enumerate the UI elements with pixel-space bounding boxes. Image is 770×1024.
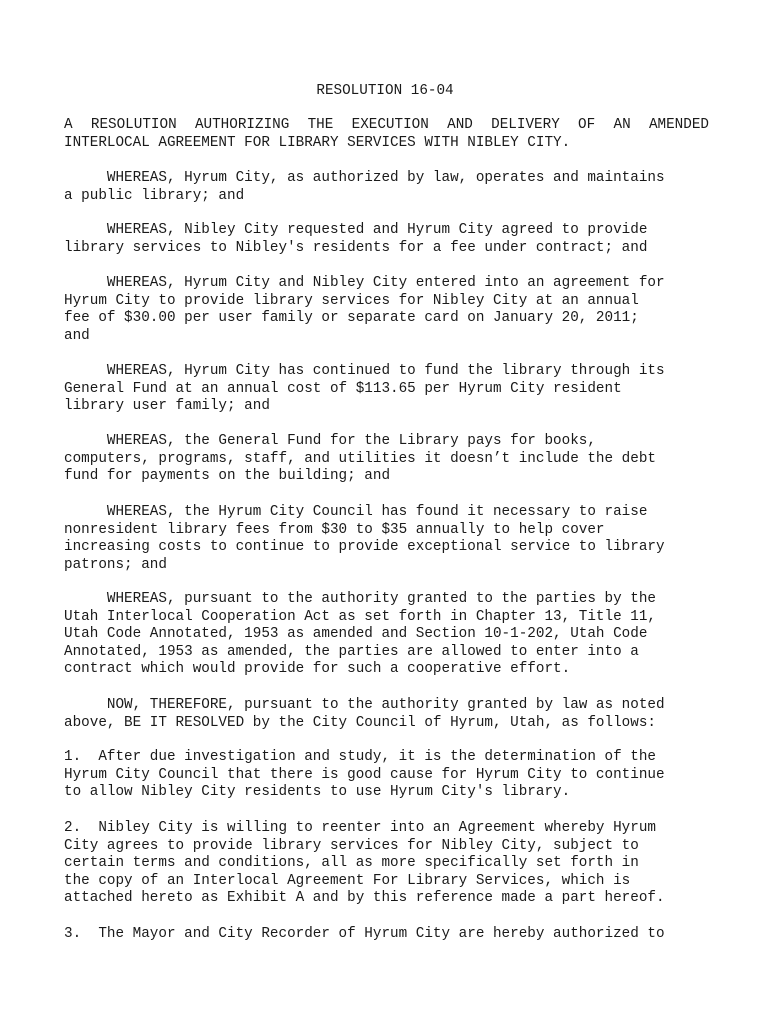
resolution-heading — [64, 117, 709, 152]
paragraph-line: library user family; and — [64, 398, 270, 415]
paragraph-line: WHEREAS, Hyrum City and Nibley City entered into an agreement for — [64, 275, 665, 291]
paragraph-line: WHEREAS, the Hyrum City Council has found it necessary to raise — [64, 504, 648, 520]
resolution-item-3 — [64, 926, 709, 944]
paragraph-line: Utah Code Annotated, 1953 as amended and Section 10-1-202, Utah Code — [64, 626, 648, 643]
paragraph-line: City agrees to provide library services for Nibley City, subject to — [64, 837, 639, 854]
paragraph-line: WHEREAS, Hyrum City has continued to fund the library through its — [64, 363, 665, 379]
paragraph-line: library services to Nibley's residents for a fee under contract; and — [64, 239, 648, 256]
paragraph-line: attached hereto as Exhibit A and by this reference made a part hereof. — [64, 890, 665, 907]
paragraph-line: certain terms and conditions, all as more specifically set forth in — [64, 855, 639, 872]
paragraph-line: 2. Nibley City is willing to reenter into an Agreement whereby Hyrum — [64, 820, 656, 836]
paragraph-whereas-fees — [64, 504, 709, 574]
resolution-item-1 — [64, 749, 709, 802]
paragraph-line: fee of $30.00 per user family or separate card on January 20, 2011; — [64, 310, 639, 327]
paragraph-whereas-general-fund — [64, 363, 709, 416]
paragraph-whereas-library — [64, 170, 709, 205]
paragraph-line: WHEREAS, Hyrum City, as authorized by law, operates and maintains — [64, 170, 665, 186]
paragraph-line: Hyrum City Council that there is good cause for Hyrum City to continue — [64, 766, 665, 783]
paragraph-line: NOW, THEREFORE, pursuant to the authority granted by law as noted — [64, 697, 665, 713]
paragraph-line: nonresident library fees from $30 to $35 annually to help cover — [64, 521, 605, 538]
paragraph-line: WHEREAS, Nibley City requested and Hyrum City agreed to provide — [64, 222, 648, 238]
paragraph-line: fund for payments on the building; and — [64, 468, 391, 485]
paragraph-whereas-authority — [64, 591, 709, 679]
paragraph-line: a public library; and — [64, 187, 245, 204]
paragraph-line: WHEREAS, pursuant to the authority granted to the parties by the — [64, 591, 656, 607]
resolution-title: RESOLUTION 16-04 — [316, 83, 454, 99]
paragraph-line: increasing costs to continue to provide exceptional service to library — [64, 539, 665, 556]
paragraph-whereas-costs — [64, 433, 709, 486]
paragraph-line: to allow Nibley City residents to use Hyrum City's library. — [64, 784, 571, 801]
paragraph-line: Hyrum City to provide library services for Nibley City at an annual — [64, 292, 639, 309]
paragraph-line: patrons; and — [64, 556, 167, 573]
paragraph-line: the copy of an Interlocal Agreement For Library Services, which is — [64, 872, 631, 889]
paragraph-line: Annotated, 1953 as amended, the parties are allowed to enter into a — [64, 643, 639, 660]
paragraph-line: and — [64, 327, 90, 344]
paragraph-line: above, BE IT RESOLVED by the City Council of Hyrum, Utah, as follows: — [64, 714, 656, 731]
paragraph-line: contract which would provide for such a cooperative effort. — [64, 661, 571, 678]
paragraph-whereas-request — [64, 222, 709, 257]
paragraph-line: computers, programs, staff, and utilities it doesn’t include the debt — [64, 450, 656, 467]
paragraph-now-therefore — [64, 697, 709, 732]
resolution-item-2 — [64, 820, 709, 908]
heading-line: A RESOLUTION AUTHORIZING THE EXECUTION AND DELIVERY OF AN AMENDED — [64, 117, 709, 133]
paragraph-line: WHEREAS, the General Fund for the Library pays for books, — [64, 433, 596, 449]
paragraph-line: Utah Interlocal Cooperation Act as set forth in Chapter 13, Title 11, — [64, 608, 656, 625]
paragraph-line: 1. After due investigation and study, it is the determination of the — [64, 749, 656, 765]
paragraph-line: 3. The Mayor and City Recorder of Hyrum City are hereby authorized to — [64, 926, 665, 942]
heading-line: INTERLOCAL AGREEMENT FOR LIBRARY SERVICES WITH NIBLEY CITY. — [64, 134, 571, 151]
paragraph-line: General Fund at an annual cost of $113.65 per Hyrum City resident — [64, 380, 622, 397]
paragraph-whereas-agreement — [64, 275, 709, 345]
